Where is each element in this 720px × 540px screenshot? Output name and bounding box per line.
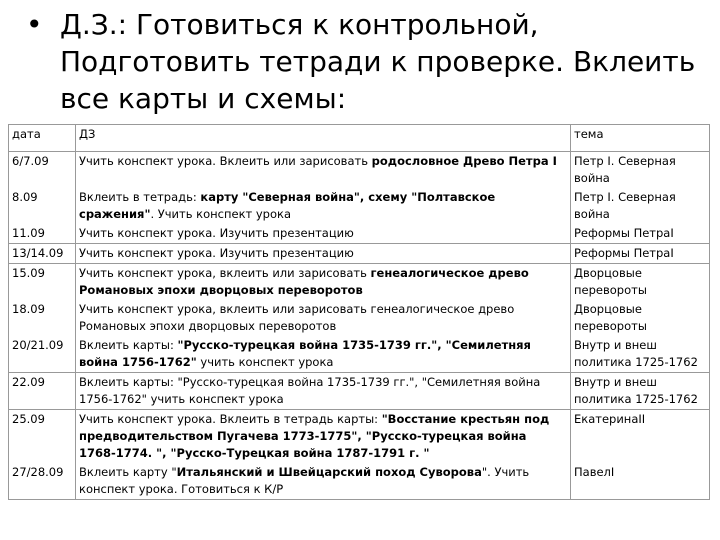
table-row — [9, 410, 710, 464]
cell-date: 13/14.09 — [9, 244, 76, 264]
header-topic: тема — [571, 125, 710, 152]
cell-topic: Петр I. Северная война — [571, 188, 710, 224]
dz-text: Учить конспект урока. Вклеить или зарисовать — [79, 154, 372, 168]
table-row — [9, 463, 710, 500]
cell-dz — [76, 264, 571, 301]
cell-dz — [76, 244, 571, 264]
dz-text-bold: "Русско-турецкая война 1735-1739 гг.", "Семилетняя война 1756-1762" — [79, 338, 531, 369]
header-bullet-row — [26, 6, 706, 117]
table-row — [9, 244, 710, 264]
dz-text: Учить конспект урока. Изучить презентацию — [79, 246, 354, 260]
cell-date: 22.09 — [9, 373, 76, 410]
cell-dz — [76, 373, 571, 410]
cell-topic: Внутр и внеш политика 1725-1762 — [571, 373, 710, 410]
header-dz: ДЗ — [76, 125, 571, 152]
dz-text: Учить конспект урока, вклеить или зарисовать — [79, 266, 371, 280]
cell-date: 11.09 — [9, 224, 76, 244]
cell-topic: ЕкатеринаII — [571, 410, 710, 464]
dz-text-bold: "Восстание крестьян под предводительством Пугачева 1773-1775", "Русско-турецкая война 1768-1774. ", "Русско-Турецкая война 1787-1791 г. " — [79, 412, 550, 460]
table-row — [9, 152, 710, 189]
cell-date: 18.09 — [9, 300, 76, 336]
cell-date: 8.09 — [9, 188, 76, 224]
cell-dz — [76, 188, 571, 224]
cell-topic: Петр I. Северная война — [571, 152, 710, 189]
cell-topic: Реформы ПетраI — [571, 244, 710, 264]
cell-dz — [76, 410, 571, 464]
cell-topic: Дворцовые перевороты — [571, 300, 710, 336]
table-row — [9, 224, 710, 244]
header-date: дата — [9, 125, 76, 152]
dz-text: ". Учить конспект урока. Готовиться к К/Р — [79, 465, 530, 496]
cell-dz — [76, 152, 571, 189]
dz-text: Вклеить в тетрадь: — [79, 190, 201, 204]
header-line-1: Д.З.: Готовиться к контрольной, — [60, 8, 539, 41]
cell-dz — [76, 300, 571, 336]
dz-text-bold: генеалогическое древо Романовых эпохи дворцовых переворотов — [79, 266, 529, 297]
cell-topic: Внутр и внеш политика 1725-1762 — [571, 336, 710, 373]
table-row — [9, 373, 710, 410]
dz-text: Вклеить карту " — [79, 465, 177, 479]
cell-date: 27/28.09 — [9, 463, 76, 500]
homework-table — [8, 124, 710, 500]
dz-text-bold: Итальянский и Швейцарский поход Суворова — [176, 465, 482, 479]
table-header-row — [9, 125, 710, 152]
dz-text: учить конспект урока — [196, 355, 334, 369]
header-line-2: Подготовить тетради к проверке. Вклеить — [60, 45, 696, 78]
cell-date: 15.09 — [9, 264, 76, 301]
dz-text: Учить конспект урока. Вклеить в тетрадь карты: — [79, 412, 382, 426]
cell-date: 6/7.09 — [9, 152, 76, 189]
cell-dz — [76, 336, 571, 373]
bullet-icon: • — [26, 8, 43, 41]
table-row — [9, 300, 710, 336]
dz-text: Вклеить карты: "Русско-турецкая война 1735-1739 гг.", "Семилетняя война 1756-1762" учить конспект урока — [79, 375, 541, 406]
dz-text-bold: карту "Северная война", схему "Полтавское сражения" — [79, 190, 496, 221]
table-row — [9, 188, 710, 224]
header-text — [60, 6, 706, 117]
cell-topic: Дворцовые перевороты — [571, 264, 710, 301]
homework-header — [26, 6, 706, 117]
table-row — [9, 336, 710, 373]
dz-text: Вклеить карты: — [79, 338, 178, 352]
dz-text: Учить конспект урока, вклеить или зарисовать генеалогическое древо Романовых эпохи дворцовых переворотов — [79, 302, 515, 333]
dz-text: . Учить конспект урока — [150, 207, 292, 221]
header-line-3: все карты и схемы: — [60, 82, 347, 115]
cell-date: 20/21.09 — [9, 336, 76, 373]
cell-topic: Реформы ПетраI — [571, 224, 710, 244]
homework-table-body — [9, 125, 710, 500]
cell-dz — [76, 463, 571, 500]
dz-text-bold: родословное Древо Петра I — [371, 154, 557, 168]
cell-dz — [76, 224, 571, 244]
cell-topic: ПавелI — [571, 463, 710, 500]
dz-text: Учить конспект урока. Изучить презентацию — [79, 226, 354, 240]
table-row — [9, 264, 710, 301]
cell-date: 25.09 — [9, 410, 76, 464]
